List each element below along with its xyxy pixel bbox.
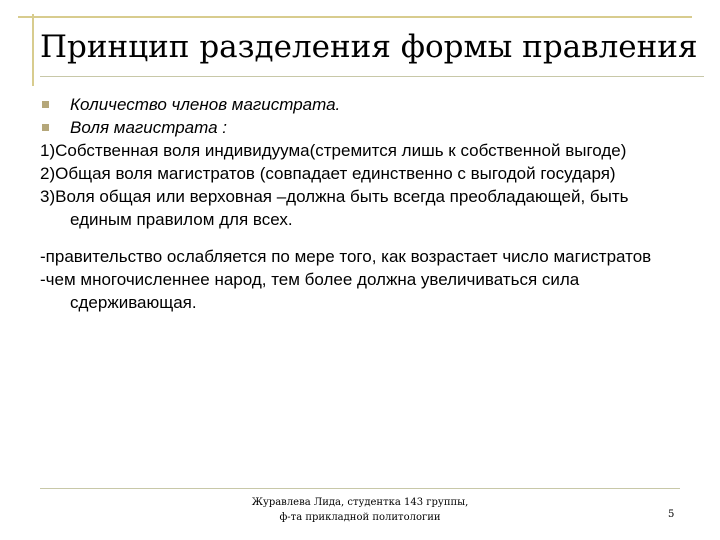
bullet-item-count (40, 93, 680, 116)
square-bullet-icon (42, 101, 49, 108)
note-item-1: -правительство ослабляется по мере того, как возрастает число магистратов (40, 247, 652, 266)
footer-author (160, 495, 560, 525)
spacer (40, 231, 680, 245)
numbered-item-3 (40, 185, 680, 231)
note-item-2: -чем многочисленнее народ, тем более должна увеличиваться сила сдерживающая. (40, 270, 580, 312)
item-number: 1) (40, 141, 56, 160)
frame-horizontal-line (18, 16, 692, 18)
bullet-text: Количество членов магистрата. (70, 95, 341, 114)
numbered-item-2 (40, 162, 680, 185)
item-number: 3) (40, 187, 56, 206)
item-text: Собственная воля индивидуума(стремится лишь к собственной выгоде) (55, 141, 627, 160)
page-number: 5 (668, 509, 675, 520)
footer-line-2: ф-та прикладной политологии (279, 512, 441, 523)
bullet-item-will (40, 116, 680, 139)
numbered-item-1 (40, 139, 680, 162)
square-bullet-icon (42, 124, 49, 131)
item-text: Воля общая или верховная –должна быть всегда преобладающей, быть единым правилом для всех. (55, 187, 629, 229)
item-number: 2) (40, 164, 56, 183)
slide-title: Принцип разделения формы правления (40, 29, 698, 65)
bullet-text: Воля магистрата : (70, 118, 228, 137)
frame-vertical-line (32, 14, 34, 86)
title-divider (40, 76, 704, 77)
slide-content (40, 93, 680, 314)
item-text: Общая воля магистратов (совпадает единственно с выгодой государя) (55, 164, 616, 183)
footer-divider (40, 488, 680, 489)
footer-line-1: Журавлева Лида, студентка 143 группы, (251, 497, 469, 508)
